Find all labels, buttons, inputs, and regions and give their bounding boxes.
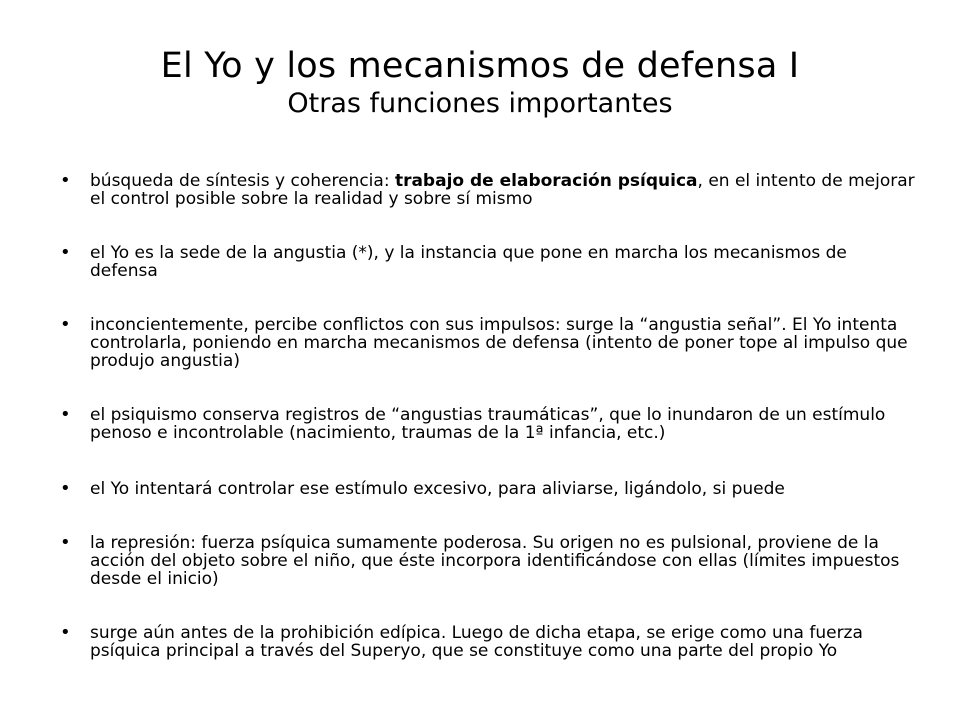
bullet-text: el psiquismo conserva registros de “angustias traumáticas”, que lo inundaron de un estímulo penoso e incontrolable (nacimiento, traumas de la 1ª infancia, etc.) <box>90 405 886 443</box>
bullet-text-pre: búsqueda de síntesis y coherencia: <box>90 171 395 191</box>
slide-subtitle: Otras funciones importantes <box>287 88 673 119</box>
bullet-text: inconcientemente, percibe conflictos con sus impulsos: surge la “angustia señal”. El Yo intenta controlarla, poniendo en marcha mecanismos de defensa (intento de poner tope al impulso que produjo angustia) <box>90 315 908 371</box>
bullet-text: el Yo intentará controlar ese estímulo excesivo, para aliviarse, ligándolo, si puede <box>90 479 785 499</box>
bullet-dot: • <box>60 532 71 553</box>
slide-title: El Yo y los mecanismos de defensa I <box>160 46 800 86</box>
bullet-dot: • <box>60 170 71 191</box>
bullet-text: el Yo es la sede de la angustia (*), y la instancia que pone en marcha los mecanismos de defensa <box>90 243 847 281</box>
bullet-dot: • <box>60 404 71 425</box>
bullet-text: surge aún antes de la prohibición edípica. Luego de dicha etapa, se erige como una fuerza psíquica principal a través del Superyo, que se constituye como una parte del propio Yo <box>90 623 863 661</box>
bullet-text <box>90 172 920 208</box>
title-block <box>40 46 920 120</box>
bullet-text: la represión: fuerza psíquica sumamente poderosa. Su origen no es pulsional, proviene de la acción del objeto sobre el niño, que éste incorpora identificándose con ellas (límites impuestos desde el inicio) <box>90 533 900 589</box>
bullet-dot: • <box>60 478 71 499</box>
bullet-dot: • <box>60 622 71 643</box>
bullet-text-bold: trabajo de elaboración psíquica <box>394 171 698 191</box>
bullet-text-post: , en el intento de mejorar el control posible sobre la realidad y sobre sí mismo <box>90 171 915 209</box>
bullet-dot: • <box>60 314 71 335</box>
bullet-dot: • <box>60 242 71 263</box>
